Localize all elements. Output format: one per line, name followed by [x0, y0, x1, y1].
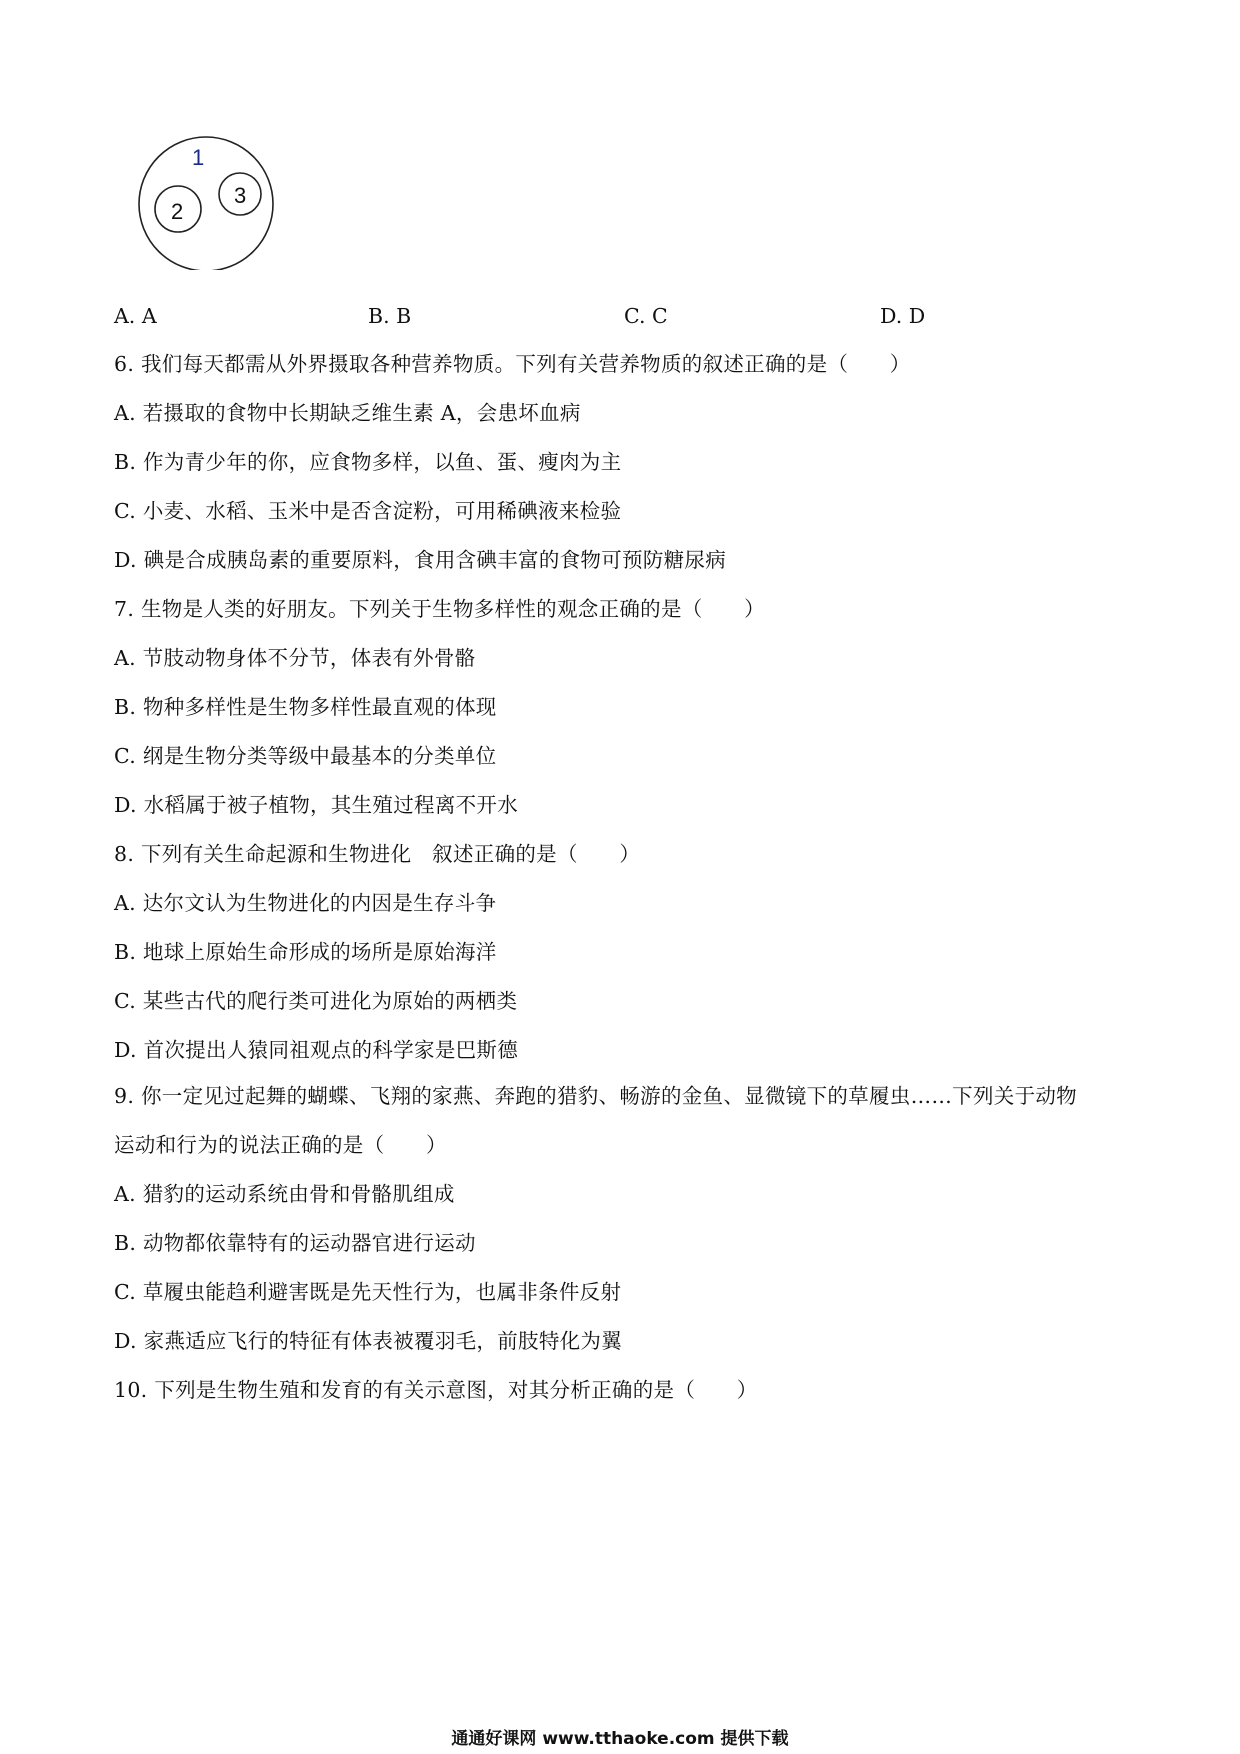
q9-option-d: D. 家燕适应飞行的特征有体表被覆羽毛，前肢特化为翼 [114, 1329, 623, 1353]
q7-option-a: A. 节肢动物身体不分节，体表有外骨骼 [114, 646, 476, 670]
outer-circle [139, 137, 273, 270]
label-1: 1 [192, 145, 205, 170]
q9-option-b: B. 动物都依靠特有的运动器官进行运动 [114, 1231, 476, 1255]
q9-stem-line2: 运动和行为的说法正确的是（ ） [114, 1133, 447, 1157]
q6-option-c: C. 小麦、水稻、玉米中是否含淀粉，可用稀碘液来检验 [114, 499, 622, 523]
q5-option-a: A. A [114, 304, 157, 328]
q7-option-c: C. 纲是生物分类等级中最基本的分类单位 [114, 744, 497, 768]
q5-option-b: B. B [368, 304, 412, 328]
q8-option-d: D. 首次提出人猿同祖观点的科学家是巴斯德 [114, 1038, 519, 1062]
q9-stem-line1: 9. 你一定见过起舞的蝴蝶、飞翔的家燕、奔跑的猎豹、畅游的金鱼、显微镜下的草履虫……下列关于动物 [114, 1084, 1077, 1108]
q6-option-a: A. 若摄取的食物中长期缺乏维生素 A，会患坏血病 [114, 401, 581, 425]
q10-stem: 10. 下列是生物生殖和发育的有关示意图，对其分析正确的是（ ） [114, 1378, 758, 1402]
q7-option-d: D. 水稻属于被子植物，其生殖过程离不开水 [114, 793, 519, 817]
q6-option-d: D. 碘是合成胰岛素的重要原料，食用含碘丰富的食物可预防糖尿病 [114, 548, 727, 572]
label-2: 2 [171, 199, 184, 224]
q8-stem: 8. 下列有关生命起源和生物进化 叙述正确的是（ ） [114, 842, 641, 866]
label-3: 3 [234, 183, 247, 208]
q9-option-a: A. 猎豹的运动系统由骨和骨骼肌组成 [114, 1182, 455, 1206]
q5-option-d: D. D [880, 304, 926, 328]
q9-option-c: C. 草履虫能趋利避害既是先天性行为，也属非条件反射 [114, 1280, 622, 1304]
q7-stem: 7. 生物是人类的好朋友。下列关于生物多样性的观念正确的是（ ） [114, 597, 765, 621]
q6-stem: 6. 我们每天都需从外界摄取各种营养物质。下列有关营养物质的叙述正确的是（ ） [114, 352, 911, 376]
q6-option-b: B. 作为青少年的你，应食物多样，以鱼、蛋、瘦肉为主 [114, 450, 622, 474]
page-footer: 通通好课网 www.tthaoke.com 提供下载 [451, 1729, 789, 1749]
q5-option-c: C. C [624, 304, 668, 328]
nested-circles-diagram [134, 134, 280, 270]
q7-option-b: B. 物种多样性是生物多样性最直观的体现 [114, 695, 497, 719]
q8-option-a: A. 达尔文认为生物进化的内因是生存斗争 [114, 891, 497, 915]
q8-option-b: B. 地球上原始生命形成的场所是原始海洋 [114, 940, 497, 964]
q8-option-c: C. 某些古代的爬行类可进化为原始的两栖类 [114, 989, 518, 1013]
